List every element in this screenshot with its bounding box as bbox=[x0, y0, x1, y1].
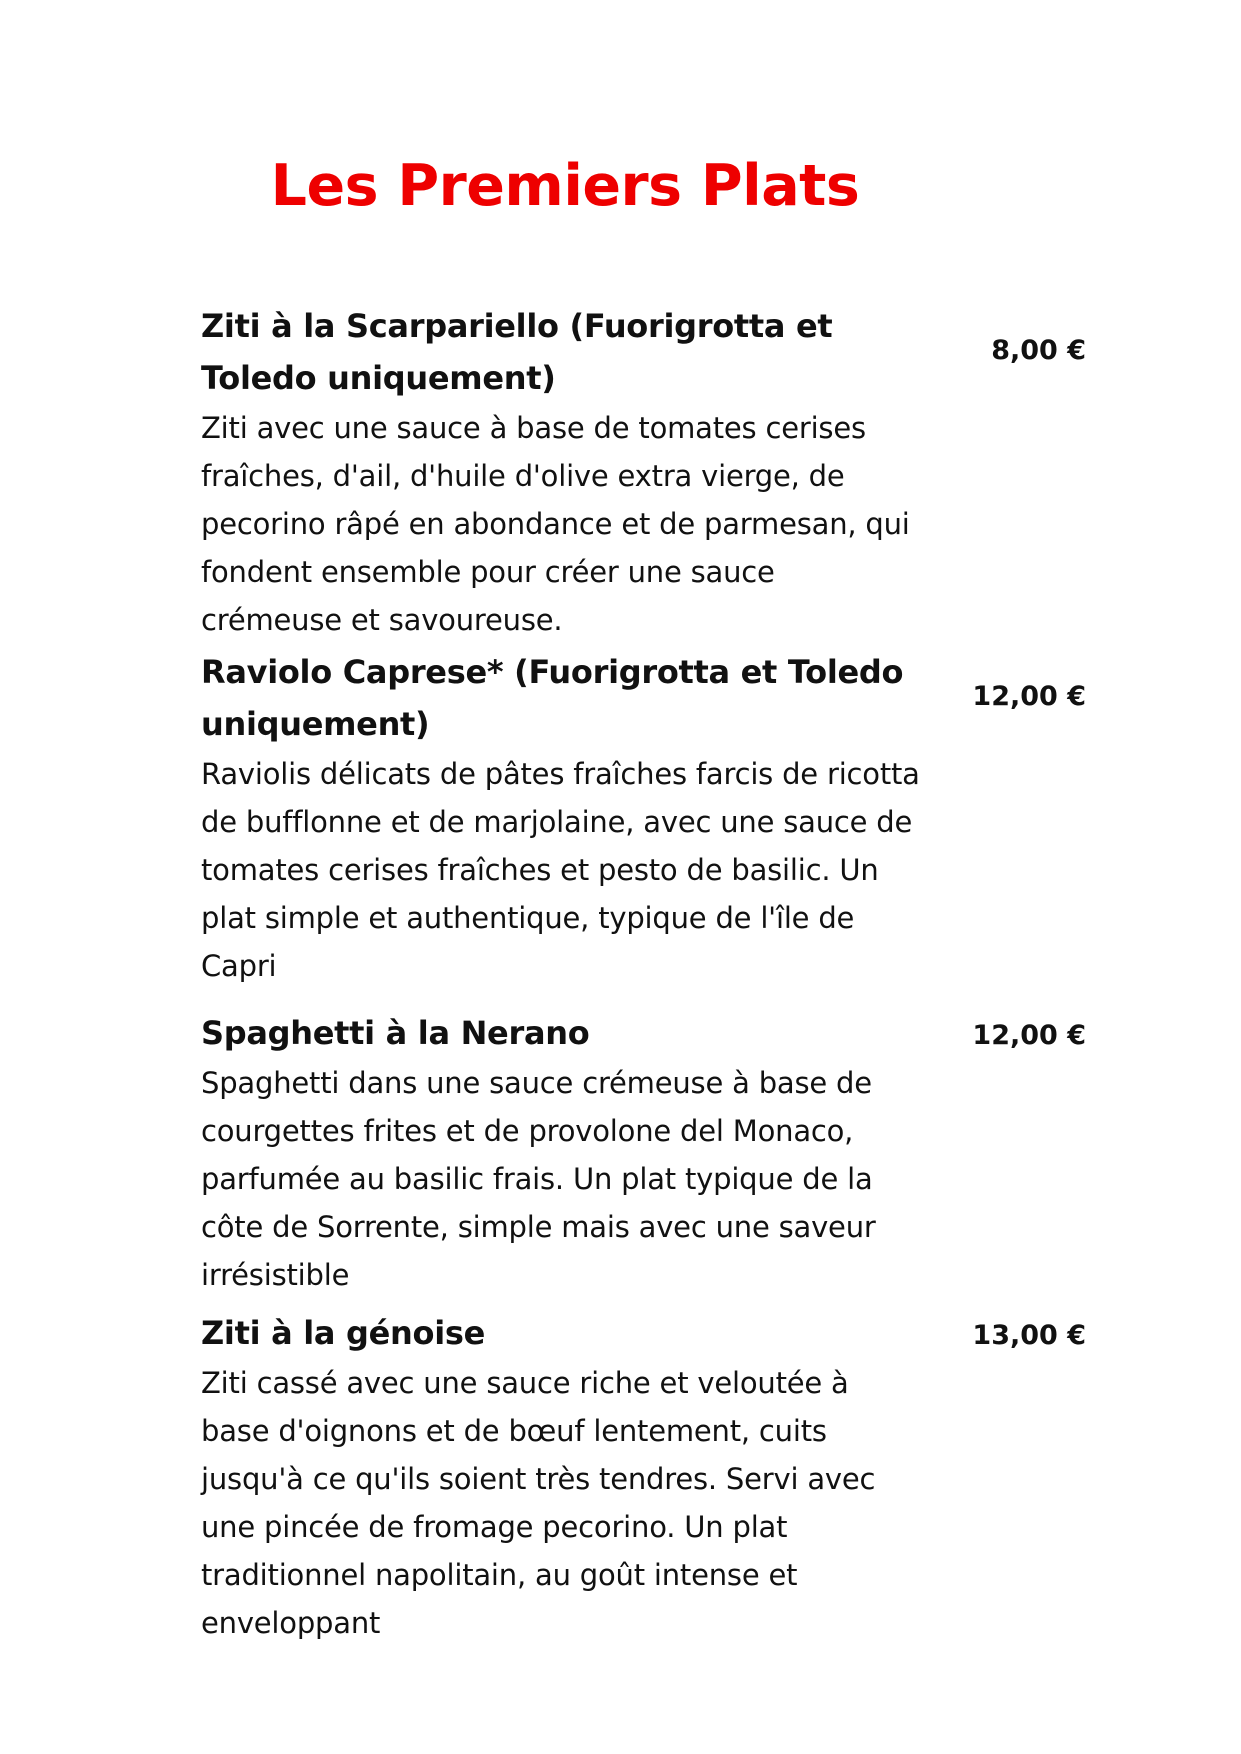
dish-description: Raviolis délicats de pâtes fraîches farcis de ricotta de bufflonne et de marjolaine, avec une sauce de tomates cerises fraîches et pesto de basilic. Un plat simple et authentique, typique de l'île de Capri bbox=[201, 757, 920, 983]
dish-description: Ziti cassé avec une sauce riche et veloutée à base d'oignons et de bœuf lentement, cuits jusqu'à ce qu'ils soient très tendres. Servi avec une pincée de fromage pecorino. Un plat traditionnel napolitain, au goût intense et enveloppant bbox=[201, 1366, 876, 1640]
dish-name: Raviolo Caprese* (Fuorigrotta et Toledo uniquement) bbox=[201, 653, 904, 743]
dish-price: 8,00 € bbox=[991, 335, 1086, 366]
dish-name: Spaghetti à la Nerano bbox=[201, 1014, 590, 1052]
dish-name: Ziti à la Scarpariello (Fuorigrotta et Toledo uniquement) bbox=[201, 307, 833, 397]
dish-price: 12,00 € bbox=[972, 1020, 1086, 1051]
page-title: Les Premiers Plats bbox=[270, 153, 860, 219]
dish-name: Ziti à la génoise bbox=[201, 1314, 486, 1352]
menu-item bbox=[201, 300, 1101, 644]
dish-description: Spaghetti dans une sauce crémeuse à base de courgettes frites et de provolone del Monaco, parfumée au basilic frais. Un plat typique de la côte de Sorrente, simple mais avec une saveur irrésistible bbox=[201, 1066, 876, 1292]
dish-price: 12,00 € bbox=[972, 681, 1086, 712]
dish-price: 13,00 € bbox=[972, 1320, 1086, 1351]
dish-description: Ziti avec une sauce à base de tomates cerises fraîches, d'ail, d'huile d'olive extra vierge, de pecorino râpé en abondance et de parmesan, qui fondent ensemble pour créer une sauce crémeuse et savoureuse. bbox=[201, 411, 910, 637]
menu-item bbox=[201, 1307, 1101, 1647]
menu-item bbox=[201, 1007, 1101, 1299]
menu-item bbox=[201, 646, 1101, 990]
